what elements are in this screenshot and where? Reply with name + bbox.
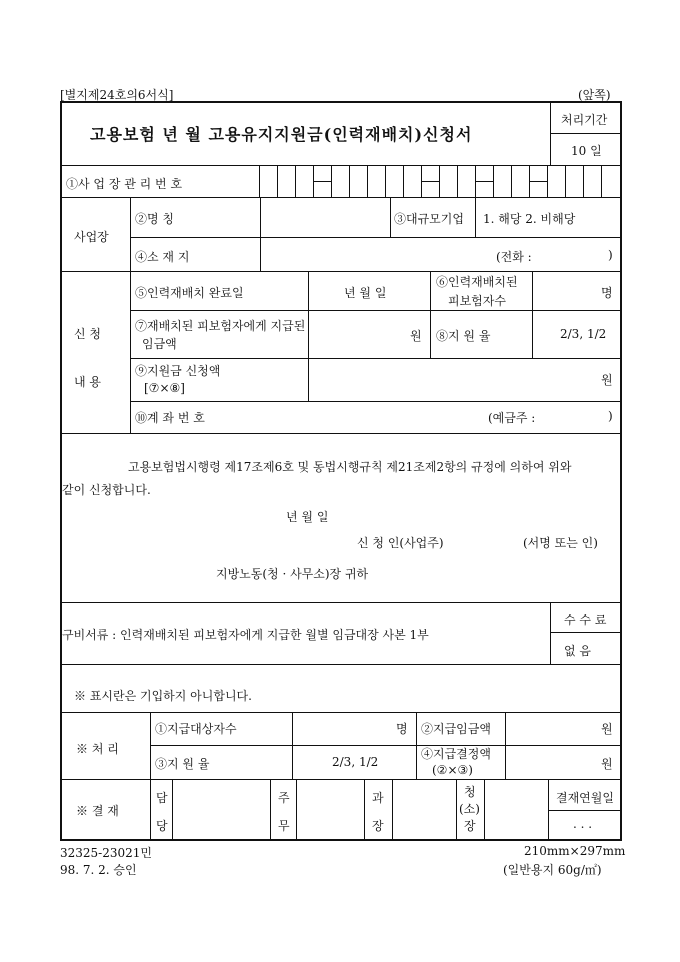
approver-1-top: 담 (156, 791, 168, 805)
approver-3-bottom: 장 (372, 819, 384, 833)
name-field[interactable] (261, 198, 389, 236)
depositor-label: (예금주 : (488, 411, 536, 425)
decided-amount-unit: 원 (601, 757, 613, 771)
statement-line-1: 고용보험법시행령 제17조제6호 및 동법시행규칙 제21조제2항의 규정에 의하여 위와 (128, 460, 572, 474)
rate-label: ③지 원 율 (155, 757, 210, 771)
approval-label: ※ 결 재 (76, 804, 119, 818)
approver-2-top: 주 (278, 791, 290, 805)
completion-date-label: ⑤인력재배치 완료일 (135, 286, 244, 300)
form-title: 고용보험 년 월 고용유지지원금(인력재배치)신청서 (90, 125, 473, 144)
form-code: [별지제24호의6서식] (60, 88, 174, 102)
approver-4-bottom: 장 (464, 819, 476, 833)
statement-date[interactable]: 년 월 일 (286, 510, 329, 524)
approver-3-top: 과 (372, 791, 384, 805)
page-side: (앞쪽) (578, 88, 611, 102)
address-label: ④소 재 지 (135, 250, 190, 264)
application-label-1: 신 청 (74, 327, 101, 341)
statement-line-2: 같이 신청합니다. (62, 483, 151, 497)
support-rate-label: ⑧지 원 율 (436, 329, 491, 343)
paid-wages-label: ②지급임금액 (421, 722, 491, 736)
documents-label: 구비서류 : 인력재배치된 피보험자에게 지급한 월별 임금대장 사본 1부 (62, 628, 429, 642)
support-rate-value: 2/3, 1/2 (560, 327, 607, 341)
paper-size: 210mm×297mm (524, 844, 626, 858)
large-company-label: ③대규모기업 (394, 212, 464, 226)
insured-count-unit: 명 (601, 286, 613, 300)
claim-amount-label-2: [⑦×⑧] (144, 381, 185, 395)
signature-label: (서명 또는 인) (523, 536, 598, 550)
decided-amount-label-2: (②×③) (432, 763, 473, 777)
footer-approval: 98. 7. 2. 승인 (60, 863, 137, 877)
claim-amount-unit: 원 (601, 373, 613, 387)
business-section-label: 사업장 (74, 230, 109, 244)
processing-period-label: 처리기간 (561, 113, 608, 127)
target-count-label: ①지급대상자수 (155, 722, 237, 736)
approver-4-middle: (소) (459, 802, 480, 816)
wages-label-2: 임금액 (142, 337, 177, 351)
claim-amount-label-1: ⑨지원금 신청액 (135, 364, 221, 378)
paper-type: (일반용지 60g/㎡) (503, 863, 602, 877)
fee-value: 없 음 (564, 644, 591, 658)
processing-period-value: 10 일 (571, 144, 602, 158)
approver-4-top: 청 (464, 785, 476, 799)
large-company-options[interactable]: 1. 해당 2. 비해당 (483, 212, 576, 226)
notice: ※ 표시란은 기입하지 아니합니다. (74, 689, 252, 703)
address-field[interactable] (261, 238, 491, 270)
paid-wages-unit: 원 (601, 722, 613, 736)
phone-label: (전화 : (496, 250, 532, 264)
approver-2-bottom: 무 (278, 819, 290, 833)
insured-count-label-1: ⑥인력재배치된 (436, 275, 518, 289)
wages-unit: 원 (410, 329, 422, 343)
approver-1-bottom: 당 (156, 819, 168, 833)
wages-label-1: ⑦재배치된 피보험자에게 지급된 (135, 319, 306, 333)
fee-label: 수 수 료 (564, 613, 607, 627)
phone-close: ) (608, 248, 613, 262)
application-label-2: 내 용 (74, 375, 101, 389)
approval-date-value[interactable]: . . . (573, 817, 593, 831)
insured-count-label-2: 피보험자수 (448, 294, 506, 308)
decided-amount-label-1: ④지급결정액 (421, 747, 491, 761)
name-label: ②명 칭 (135, 212, 174, 226)
addressee: 지방노동(청 · 사무소)장 귀하 (216, 567, 369, 581)
footer-code: 32325-23021민 (60, 846, 152, 860)
completion-date-value[interactable]: 년 월 일 (344, 286, 387, 300)
processing-label: ※ 처 리 (76, 742, 119, 756)
account-label: ⑩계 좌 번 호 (135, 411, 205, 425)
biz-number-label: ①사 업 장 관 리 번 호 (66, 177, 183, 191)
applicant-label: 신 청 인(사업주) (357, 536, 444, 550)
account-field[interactable] (231, 402, 481, 432)
approval-date-label: 결재연월일 (556, 791, 614, 805)
target-count-unit: 명 (396, 722, 408, 736)
rate-value: 2/3, 1/2 (332, 755, 379, 769)
depositor-close: ) (608, 409, 613, 423)
